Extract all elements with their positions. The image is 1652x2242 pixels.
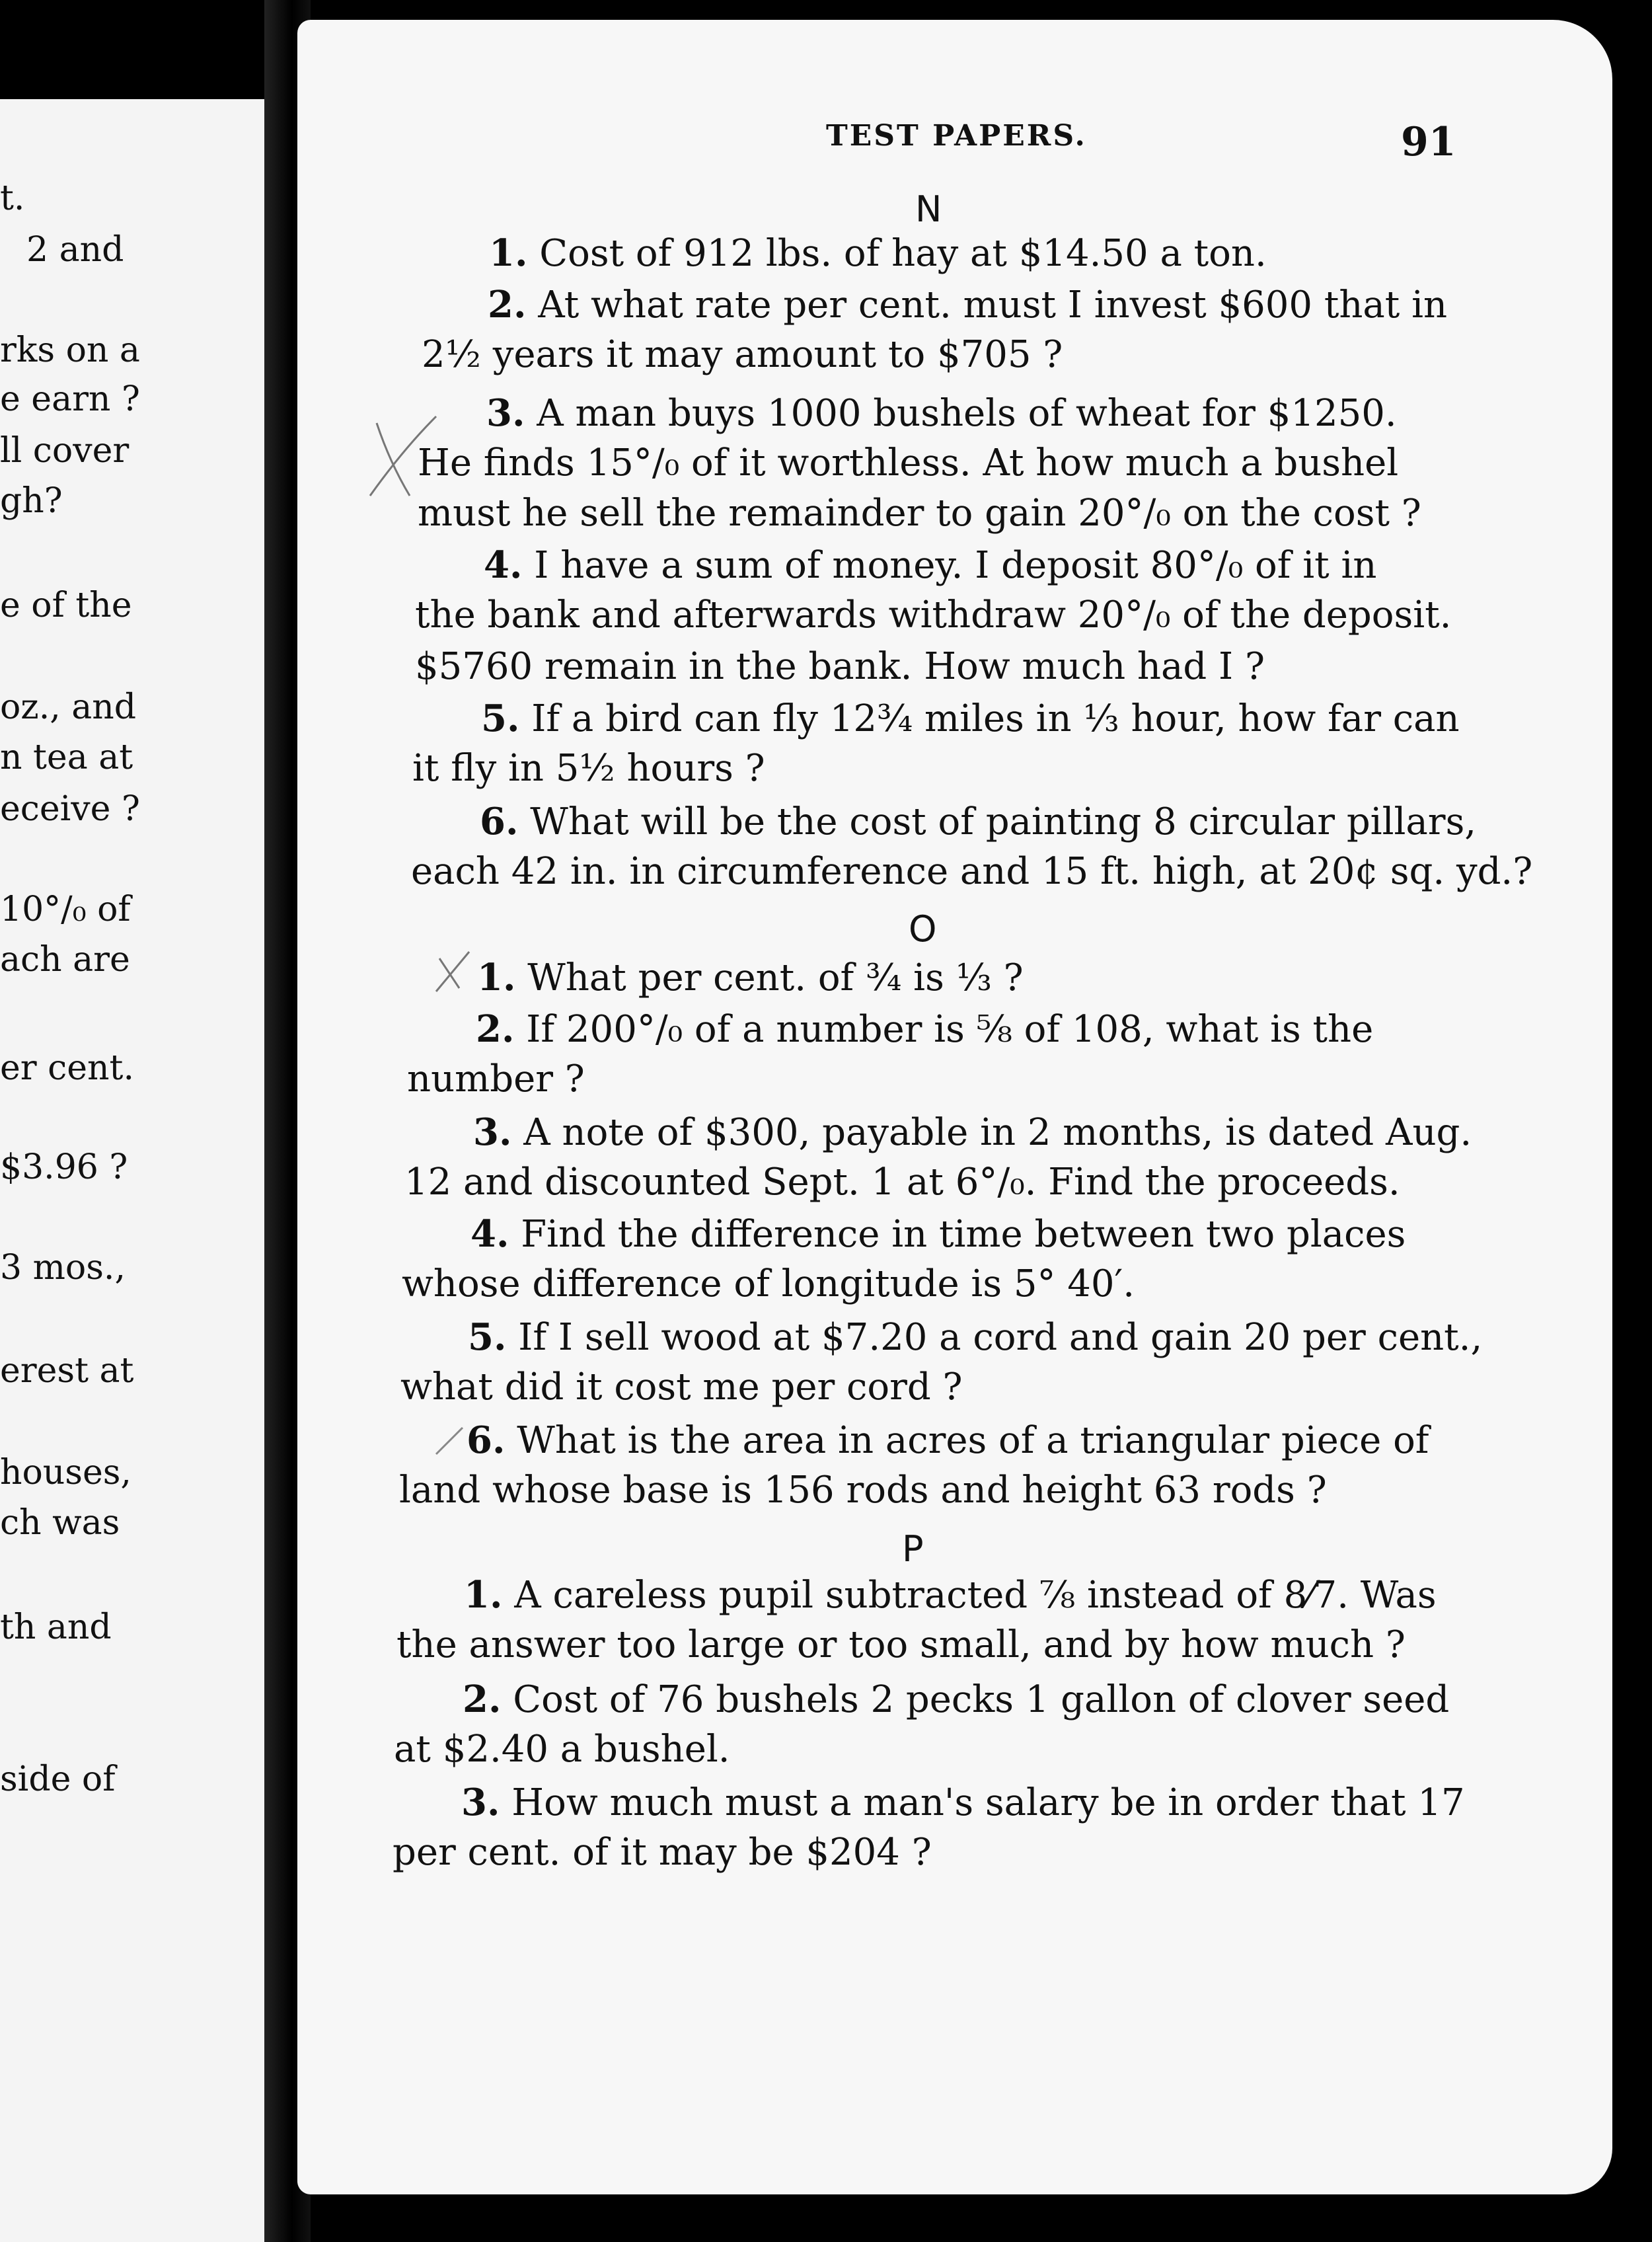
problem-line: what did it cost me per cord ? — [400, 1366, 963, 1409]
left-fragment: n tea at — [0, 738, 133, 777]
left-fragment: side of — [0, 1759, 116, 1799]
problem-line: it fly in 5½ hours ? — [412, 747, 765, 790]
left-fragment: ach are — [0, 940, 130, 980]
problem-number: 1. — [489, 231, 528, 275]
problem-line: per cent. of it may be $204 ? — [393, 1831, 932, 1874]
problem-text: Find the difference in time between two places — [521, 1213, 1406, 1256]
problem-line: number ? — [407, 1058, 585, 1101]
left-fragment: e earn ? — [0, 379, 140, 419]
running-head: TEST PAPERS. — [826, 119, 1087, 153]
problem-text: If I sell wood at $7.20 a cord and gain 20 per cent., — [518, 1316, 1483, 1359]
problem-line — [468, 1315, 1482, 1359]
problem-number: 6. — [467, 1418, 506, 1462]
problem-line — [476, 1007, 1373, 1051]
problem-line — [473, 1110, 1472, 1154]
problem-line: land whose base is 156 rods and height 63 rods ? — [399, 1469, 1327, 1512]
problem-text: Cost of 76 bushels 2 pecks 1 gallon of clover seed — [513, 1678, 1450, 1721]
problem-text: If 200°/₀ of a number is ⅝ of 108, what is the — [526, 1008, 1374, 1051]
left-fragment: ch was — [0, 1503, 120, 1543]
left-fragment: rks on a — [0, 330, 140, 370]
problem-line: 2½ years it may amount to $705 ? — [422, 333, 1063, 376]
left-fragment: erest at — [0, 1351, 134, 1391]
problem-line: at $2.40 a bushel. — [394, 1728, 730, 1771]
problem-number: 2. — [463, 1678, 502, 1721]
problem-text: Cost of 912 lbs. of hay at $14.50 a ton. — [539, 232, 1267, 275]
problem-number: 2. — [488, 283, 527, 327]
problem-text: What per cent. of ¾ is ⅓ ? — [527, 956, 1024, 999]
problem-text: How much must a man's salary be in order that 17 — [511, 1781, 1465, 1824]
section-letter-n: N — [915, 188, 942, 230]
section-letter-o: O — [909, 908, 937, 950]
left-fragment: houses, — [0, 1453, 131, 1492]
problem-number: 2. — [476, 1007, 515, 1051]
problem-number: 3. — [461, 1781, 500, 1824]
problem-line: each 42 in. in circumference and 15 ft. high, at 20¢ sq. yd.? — [411, 850, 1533, 893]
problem-line — [480, 800, 1476, 843]
right-page — [297, 20, 1612, 2194]
left-fragment: er cent. — [0, 1048, 134, 1088]
problem-line: $5760 remain in the bank. How much had I ? — [415, 645, 1265, 688]
problem-text: A note of $300, payable in 2 months, is dated Aug. — [523, 1111, 1472, 1154]
problem-line — [461, 1781, 1465, 1824]
left-fragment: eceive ? — [0, 789, 140, 829]
problem-line — [484, 543, 1376, 587]
pencil-mark — [363, 410, 443, 502]
problem-text: At what rate per cent. must I invest $600 that in — [538, 284, 1448, 327]
left-fragment: $3.96 ? — [0, 1147, 128, 1187]
problem-line: whose difference of longitude is 5° 40′. — [402, 1262, 1135, 1305]
left-fragment: ll cover — [0, 431, 130, 471]
problem-line: the bank and afterwards withdraw 20°/₀ of the deposit. — [415, 594, 1452, 637]
problem-number: 3. — [486, 391, 525, 435]
problem-number: 4. — [484, 543, 523, 587]
problem-line: He finds 15°/₀ of it worthless. At how much a bushel — [418, 442, 1399, 484]
problem-line — [477, 956, 1024, 999]
problem-number: 1. — [477, 956, 516, 999]
problem-number: 1. — [464, 1573, 503, 1617]
left-fragment: 2 and — [26, 230, 124, 270]
problem-text: If a bird can fly 12¾ miles in ⅓ hour, how far can — [531, 697, 1460, 740]
problem-number: 6. — [480, 800, 519, 843]
problem-text: A careless pupil subtracted ⅞ instead of 8⁄7. Was — [514, 1574, 1437, 1617]
problem-text: I have a sum of money. I deposit 80°/₀ of it in — [534, 544, 1377, 587]
problem-text: A man buys 1000 bushels of wheat for $1250. — [537, 392, 1397, 435]
problem-text: What will be the cost of painting 8 circular pillars, — [530, 800, 1477, 843]
left-fragment: th and — [0, 1607, 112, 1647]
left-fragment: gh? — [0, 481, 63, 521]
problem-line: 12 and discounted Sept. 1 at 6°/₀. Find the proceeds. — [404, 1161, 1400, 1204]
problem-number: 4. — [470, 1212, 509, 1256]
problem-line — [489, 231, 1267, 275]
problem-line — [464, 1573, 1437, 1617]
problem-line — [488, 283, 1447, 327]
left-fragment: t. — [0, 178, 25, 218]
left-fragment: 3 mos., — [0, 1248, 126, 1288]
pencil-mark — [430, 945, 476, 998]
left-fragment: e of the — [0, 586, 132, 625]
problem-line — [481, 697, 1460, 740]
problem-number: 5. — [468, 1315, 507, 1359]
problem-line — [463, 1678, 1449, 1721]
problem-line: the answer too large or too small, and by how much ? — [396, 1623, 1406, 1666]
problem-line: must he sell the remainder to gain 20°/₀ on the cost ? — [418, 492, 1421, 535]
pencil-mark — [430, 1421, 469, 1461]
page-number: 91 — [1401, 119, 1456, 165]
section-letter-p: P — [902, 1528, 924, 1570]
problem-line — [467, 1418, 1429, 1462]
problem-text: What is the area in acres of a triangular piece of — [517, 1419, 1429, 1462]
problem-number: 3. — [473, 1110, 512, 1154]
left-page-fragment — [0, 99, 264, 2242]
problem-line — [486, 391, 1397, 435]
problem-number: 5. — [481, 697, 520, 740]
left-fragment: oz., and — [0, 687, 137, 727]
problem-line — [470, 1212, 1406, 1256]
left-fragment: 10°/₀ of — [0, 890, 131, 929]
